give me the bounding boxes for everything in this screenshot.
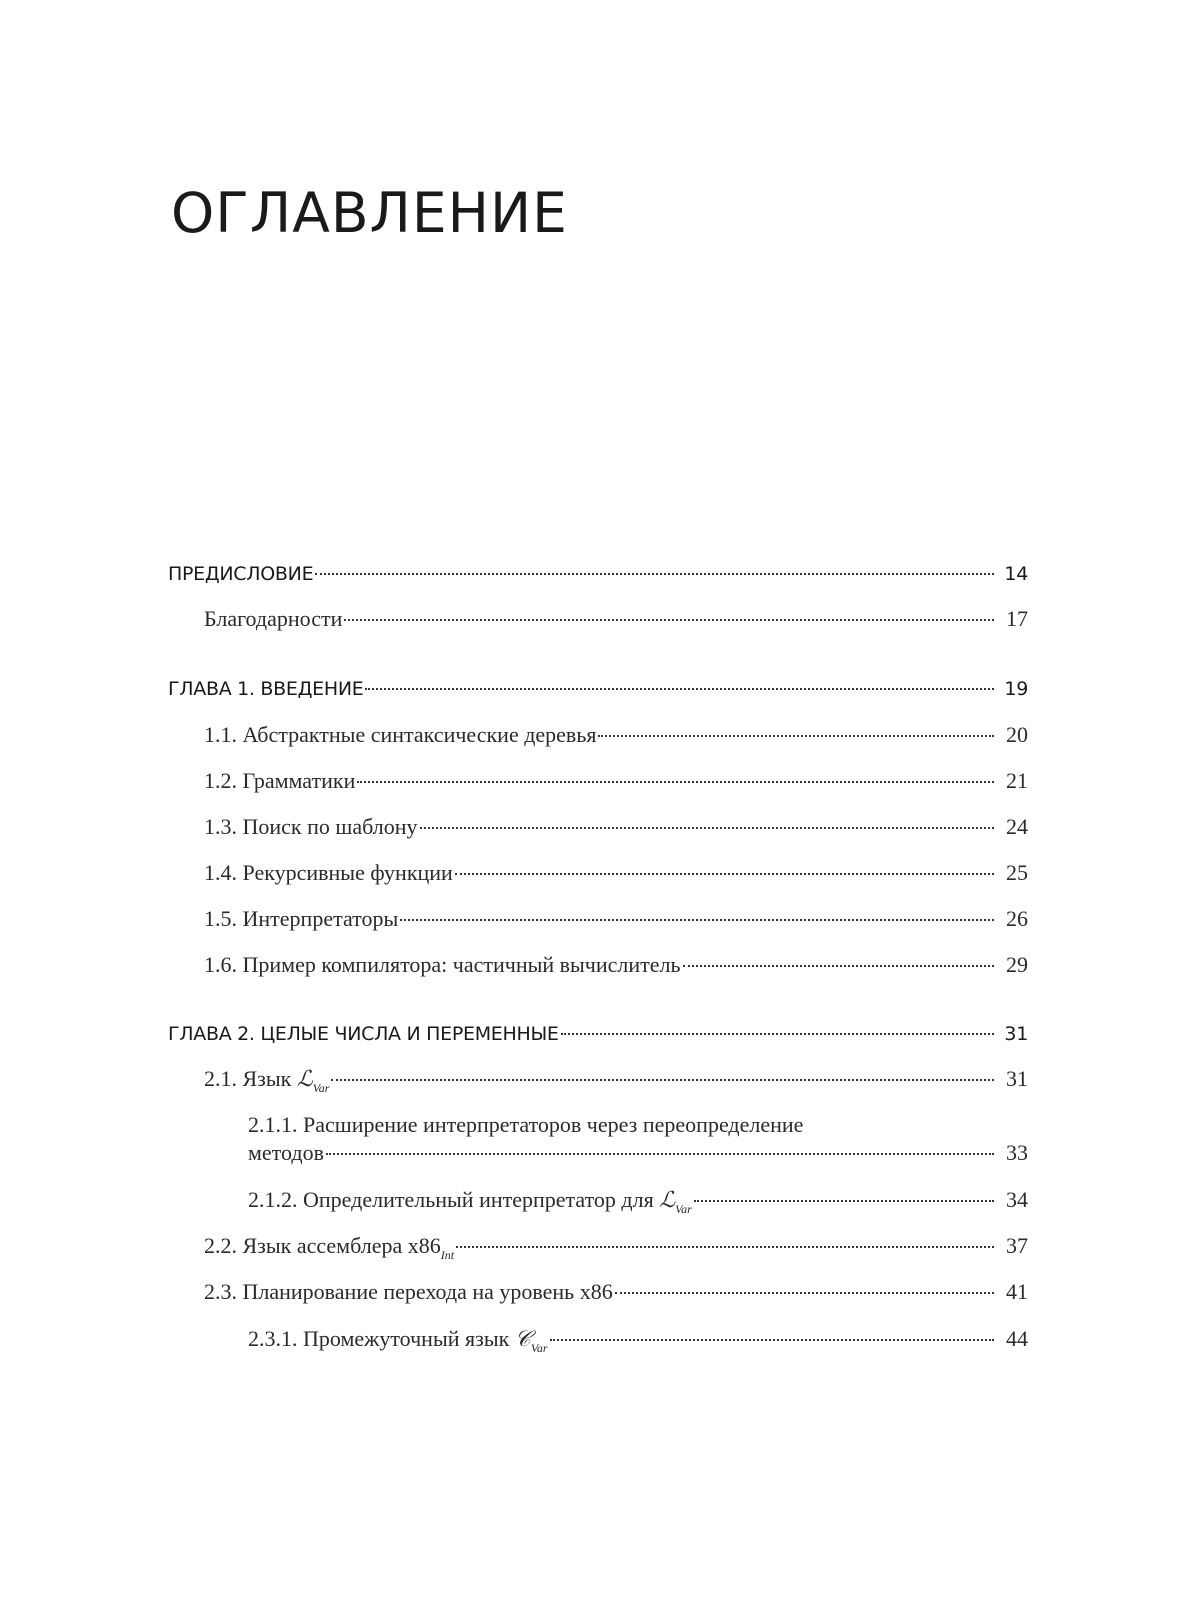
dot-leader xyxy=(315,573,994,575)
page-number: 33 xyxy=(1006,1140,1028,1165)
page-number: 37 xyxy=(1006,1233,1028,1258)
page-number: 19 xyxy=(1004,678,1028,700)
dot-leader xyxy=(400,919,994,921)
toc-entry-preface[interactable] xyxy=(168,563,1028,585)
page-number: 44 xyxy=(1006,1326,1028,1351)
dot-leader xyxy=(331,1079,994,1081)
page-number: 14 xyxy=(1004,563,1028,585)
page-title: ОГЛАВЛЕНИЕ xyxy=(171,181,568,245)
toc-entry-1-1[interactable] xyxy=(204,722,1028,748)
language-subscript: Var xyxy=(312,1081,330,1095)
toc-label: ПРЕДИСЛОВИЕ xyxy=(168,563,314,585)
dot-leader xyxy=(455,873,994,875)
page-number: 17 xyxy=(1006,606,1028,631)
toc-entry-2-1-1-line1[interactable]: 2.1.1. Расширение интерпретаторов через переопределение xyxy=(248,1112,804,1137)
dot-leader xyxy=(550,1339,994,1341)
toc-entry-1-3[interactable] xyxy=(204,814,1028,840)
toc-label-text: 2.2. Язык ассемблера x86 xyxy=(204,1233,441,1258)
toc-entry-1-4[interactable] xyxy=(204,860,1028,886)
language-symbol: ℒ xyxy=(659,1188,676,1213)
toc-label: 1.6. Пример компилятора: частичный вычислитель xyxy=(204,952,681,977)
dot-leader xyxy=(456,1246,994,1248)
toc-label xyxy=(204,1233,456,1262)
toc-entry-1-5[interactable] xyxy=(204,906,1028,932)
page-number: 31 xyxy=(1006,1066,1028,1091)
dot-leader xyxy=(344,619,994,621)
toc-label: 1.1. Абстрактные синтаксические деревья xyxy=(204,722,597,747)
toc-entry-2-1-2[interactable] xyxy=(248,1187,1028,1216)
page-number: 24 xyxy=(1006,814,1028,839)
language-subscript: Var xyxy=(675,1202,692,1216)
language-subscript: Var xyxy=(530,1341,548,1355)
language-symbol: 𝒞 xyxy=(514,1327,531,1352)
dot-leader xyxy=(615,1292,994,1294)
page-number: 34 xyxy=(1006,1187,1028,1212)
toc-entry-acknowledgements[interactable] xyxy=(204,606,1028,632)
toc-label: 1.4. Рекурсивные функции xyxy=(204,860,453,885)
toc-entry-2-1-1[interactable] xyxy=(248,1140,1028,1166)
language-subscript: Int xyxy=(440,1248,455,1262)
toc-label: методов xyxy=(248,1140,324,1165)
toc-entry-2-1[interactable] xyxy=(204,1066,1028,1095)
page-number: 41 xyxy=(1006,1279,1028,1304)
dot-leader xyxy=(420,827,995,829)
toc-label: 1.3. Поиск по шаблону xyxy=(204,814,418,839)
toc-label: 2.3. Планирование перехода на уровень x86 xyxy=(204,1279,613,1304)
page-number: 20 xyxy=(1006,722,1028,747)
dot-leader xyxy=(365,688,994,690)
page-number: 29 xyxy=(1006,952,1028,977)
toc-entry-2-3-1[interactable] xyxy=(248,1326,1028,1355)
toc-label-text: 2.1.2. Определительный интерпретатор для xyxy=(248,1187,654,1212)
toc-entry-1-6[interactable] xyxy=(204,952,1028,978)
dot-leader xyxy=(694,1200,994,1202)
toc-entry-chapter-2[interactable] xyxy=(168,1023,1028,1045)
page-number: 31 xyxy=(1004,1023,1028,1045)
dot-leader xyxy=(326,1153,994,1155)
toc-label xyxy=(248,1326,550,1355)
toc-label: Благодарности xyxy=(204,606,343,631)
toc-entry-2-3[interactable] xyxy=(204,1279,1028,1305)
dot-leader xyxy=(683,965,994,967)
toc-label: ГЛАВА 1. ВВЕДЕНИЕ xyxy=(168,678,364,700)
language-symbol: ℒ xyxy=(296,1067,313,1092)
toc-label xyxy=(204,1066,331,1095)
toc-entry-2-2[interactable] xyxy=(204,1233,1028,1262)
page-number: 25 xyxy=(1006,860,1028,885)
dot-leader xyxy=(357,781,994,783)
dot-leader xyxy=(561,1033,994,1035)
toc-entry-1-2[interactable] xyxy=(204,768,1028,794)
toc-label xyxy=(248,1187,694,1216)
toc-label: ГЛАВА 2. ЦЕЛЫЕ ЧИСЛА И ПЕРЕМЕННЫЕ xyxy=(168,1023,559,1045)
toc-entry-chapter-1[interactable] xyxy=(168,678,1028,700)
toc-label: 1.5. Интерпретаторы xyxy=(204,906,399,931)
toc-label-text: 2.1. Язык xyxy=(204,1066,292,1091)
page-number: 26 xyxy=(1006,906,1028,931)
page-number: 21 xyxy=(1006,768,1028,793)
dot-leader xyxy=(598,735,994,737)
toc-label: 1.2. Грамматики xyxy=(204,768,356,793)
toc-label-text: 2.3.1. Промежуточный язык xyxy=(248,1326,510,1351)
